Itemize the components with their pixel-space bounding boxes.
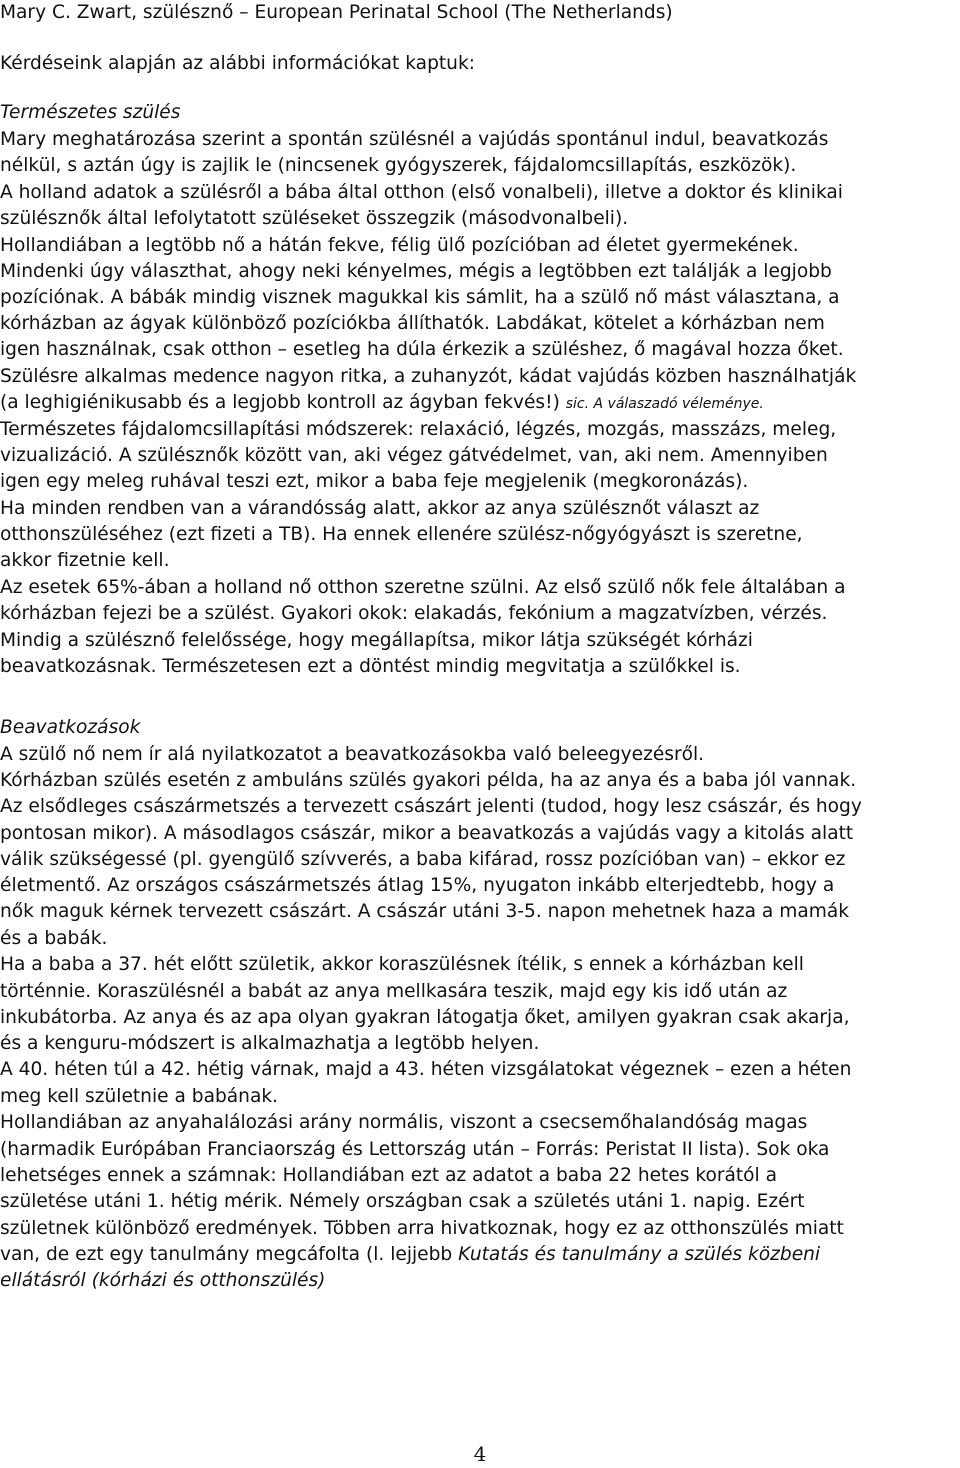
text-run: szülésznők által lefolytatott szüléseket összegzik (másodvonalbeli). <box>0 208 629 229</box>
text-line <box>0 417 836 443</box>
text-line <box>0 1031 539 1057</box>
text-line <box>0 601 827 627</box>
text-line <box>0 1110 807 1136</box>
text-line <box>0 469 748 495</box>
text-line <box>0 1189 805 1215</box>
text-line <box>0 443 828 469</box>
text-line <box>0 1057 851 1083</box>
text-run: Kórházban szülés esetén z ambuláns szülés gyakori példa, ha az anya és a baba jól vannak. <box>0 770 857 791</box>
text-run: kórházban fejezi be a szülést. Gyakori okok: elakadás, fekónium a magzatvízben, vérzés. <box>0 603 828 624</box>
text-line <box>0 259 832 285</box>
text-run: nélkül, s aztán úgy is zajlik le (nincsenek gyógyszerek, fájdalomcsillapítás, eszközök). <box>0 155 797 176</box>
text-run: A szülő nő nem ír alá nyilatkozatot a beavatkozásokba való beleegyezésről. <box>0 744 705 765</box>
text-line <box>0 153 796 179</box>
text-line <box>0 899 849 925</box>
author-heading <box>0 0 673 26</box>
text-run: Az esetek 65%-ában a holland nő otthon szeretne szülni. Az első szülő nők fele általában a <box>0 577 846 598</box>
text-run: Kérdéseink alapján az alábbi információkat kaptuk: <box>0 53 475 74</box>
text-run: Mindig a szülésznő felelőssége, hogy megállapítsa, mikor látja szükségét kórházi <box>0 630 753 651</box>
text-run: Ha minden rendben van a várandósság alatt, akkor az anya szülésznőt választ az <box>0 498 760 519</box>
text-run: pozíciónak. A bábák mindig visznek magukkal kis sámlit, ha a szülő nő mást választana, a <box>0 287 840 308</box>
text-run: A holland adatok a szülésről a bába által otthon (első vonalbeli), illetve a doktor és klinikai <box>0 182 843 203</box>
text-run: pontosan mikor). A másodlagos császár, mikor a beavatkozás a vajúdás vagy a kitolás alatt <box>0 823 854 844</box>
text-run: Hollandiában az anyahalálozási arány normális, viszont a csecsemőhalandóság magas <box>0 1112 808 1133</box>
text-line <box>0 337 844 363</box>
text-run: születnek különböző eredmények. Többen arra hivatkoznak, hogy ez az otthonszülés miatt <box>0 1218 844 1239</box>
text-line <box>0 285 840 311</box>
text-line <box>0 233 799 259</box>
text-line <box>0 628 753 654</box>
text-run: Beavatkozások <box>0 717 141 738</box>
text-line <box>0 821 853 847</box>
text-run: beavatkozásnak. Természetesen ezt a döntést mindig megvitatja a szülőkkel is. <box>0 656 741 677</box>
text-line <box>0 390 764 416</box>
text-run: sic. A válaszadó véleménye. <box>565 396 764 412</box>
text-line <box>0 768 856 794</box>
text-run: Természetes fájdalomcsillapítási módszerek: relaxáció, légzés, mozgás, masszázs, meleg, <box>0 419 837 440</box>
text-line <box>0 794 862 820</box>
text-run: születése utáni 1. hétig mérik. Némely országban csak a születés utáni 1. napig. Ezért <box>0 1191 805 1212</box>
text-run: Ha a baba a 37. hét előtt születik, akkor koraszülésnek ítélik, s ennek a kórházban kell <box>0 954 804 975</box>
text-line <box>0 1216 844 1242</box>
text-run: történnie. Koraszülésnél a babát az anya mellkasára teszik, majd egy kis idő után az <box>0 981 788 1002</box>
text-run: kórházban az ágyak különböző pozíciókba állíthatók. Labdákat, kötelet a kórházban nem <box>0 313 825 334</box>
text-line <box>0 364 856 390</box>
text-line <box>0 1268 325 1294</box>
text-line <box>0 873 834 899</box>
text-line <box>0 1163 777 1189</box>
text-line <box>0 496 759 522</box>
text-line <box>0 127 828 153</box>
page-number: 4 <box>473 1442 487 1466</box>
text-run: Természetes szülés <box>0 102 181 123</box>
text-line <box>0 206 628 232</box>
text-run: (harmadik Európában Franciaország és Lettország után – Forrás: Peristat II lista). Sok oka <box>0 1139 830 1160</box>
text-run: igen használnak, csak otthon – esetleg ha dúla érkezik a szüléshez, ő magával hozza őket. <box>0 339 844 360</box>
text-run: vizualizáció. A szülésznők között van, aki végez gátvédelmet, van, aki nem. Amennyiben <box>0 445 828 466</box>
text-line <box>0 180 843 206</box>
section-title-natural-birth <box>0 100 180 126</box>
text-line <box>0 1137 829 1163</box>
text-line <box>0 952 804 978</box>
text-line <box>0 522 803 548</box>
text-line <box>0 742 704 768</box>
section-title-interventions <box>0 715 140 741</box>
text-run: lehetséges ennek a számnak: Hollandiában ezt az adatot a baba 22 hetes korától a <box>0 1165 778 1186</box>
text-run: Mary meghatározása szerint a spontán szülésnél a vajúdás spontánul indul, beavatkozás <box>0 129 829 150</box>
text-line <box>0 654 741 680</box>
text-run: Szülésre alkalmas medence nagyon ritka, a zuhanyzót, kádat vajúdás közben használhatják <box>0 366 857 387</box>
text-line <box>0 575 846 601</box>
text-line <box>0 1005 850 1031</box>
text-run: (a leghigiénikusabb és a legjobb kontroll az ágyban fekvés!) <box>0 392 566 413</box>
intro-line <box>0 51 475 77</box>
text-line <box>0 926 107 952</box>
text-line <box>0 979 787 1005</box>
text-run: Az elsődleges császármetszés a tervezett császárt jelenti (tudod, hogy lesz császár, és hogy <box>0 796 862 817</box>
text-run: meg kell születnie a babának. <box>0 1086 279 1107</box>
text-run: és a babák. <box>0 928 108 949</box>
text-run: ellátásról (kórházi és otthonszülés) <box>0 1270 326 1291</box>
text-run: Kutatás és tanulmány a szülés közbeni <box>458 1244 821 1265</box>
text-run: Mindenki úgy választhat, ahogy neki kényelmes, mégis a legtöbben ezt találják a legjobb <box>0 261 832 282</box>
text-line <box>0 548 170 574</box>
text-run: akkor fizetnie kell. <box>0 550 170 571</box>
text-line <box>0 311 825 337</box>
text-run: otthonszüléséhez (ezt fizeti a TB). Ha ennek ellenére szülész-nőgyógyászt is szeretne, <box>0 524 803 545</box>
text-run: válik szükségessé (pl. gyengülő szívverés, a baba kifárad, rossz pozícióban van) – ekkor ez <box>0 849 846 870</box>
text-run: életmentő. Az országos császármetszés átlag 15%, nyugaton inkább elterjedtebb, hogy a <box>0 875 835 896</box>
text-line <box>0 1242 820 1268</box>
text-run: nők maguk kérnek tervezett császárt. A császár utáni 3-5. napon mehetnek haza a mamák <box>0 901 849 922</box>
text-line <box>0 847 845 873</box>
text-run: A 40. héten túl a 42. hétig várnak, majd a 43. héten vizsgálatokat végeznek – ezen a héten <box>0 1059 852 1080</box>
text-run: van, de ezt egy tanulmány megcáfolta (l. lejjebb <box>0 1244 459 1265</box>
text-run: igen egy meleg ruhával teszi ezt, mikor a baba feje megjelenik (megkoronázás). <box>0 471 749 492</box>
text-line <box>0 1084 278 1110</box>
text-run: és a kenguru-módszert is alkalmazhatja a legtöbb helyen. <box>0 1033 540 1054</box>
text-run: Mary C. Zwart, szülésznő – European Perinatal School (The Netherlands) <box>0 2 673 23</box>
text-run: inkubátorba. Az anya és az apa olyan gyakran látogatja őket, amilyen gyakran csak akarja, <box>0 1007 850 1028</box>
text-run: Hollandiában a legtöbb nő a hátán fekve, félig ülő pozícióban ad életet gyermekének. <box>0 235 799 256</box>
